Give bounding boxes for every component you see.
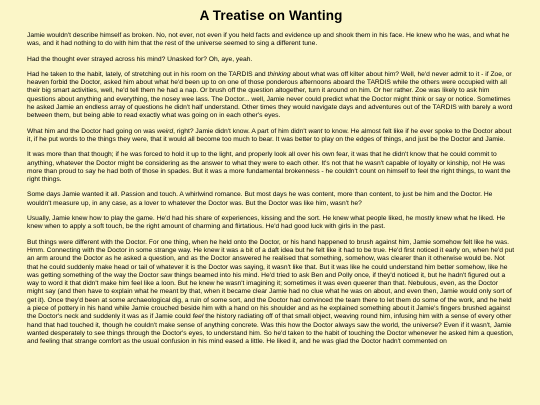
text-run: the history radiating off of that small object, weaving round him, infusing him with a sense of every other hand that had touched it, though he couldn't make sense of anything concrete. Was this how the Doctor always saw the world, the universe? Even if it wasn't, Jamie wanted desperately to see things through the Doctor's eyes, to understand him. So he'd taken to the habit of touching the Doctor whenever he asked him a question, and feeling that strange comfort as the usual confusion in his mind eased a little. He liked it, and he was glad the Doctor hadn't commented on xyxy=(27,313,514,346)
text-run: , right? Jamie didn't know. A part of him didn't xyxy=(173,127,309,135)
paragraph xyxy=(27,71,515,121)
paragraph xyxy=(27,191,515,208)
text-run: Jamie wouldn't describe himself as broken. No, not ever, not even if you held facts and evidence up and shook them in his face. He knew who he was, and what he was, and it had nothing to do with him that the rest of the universe seemed to sing a different tune. xyxy=(27,32,510,48)
paragraph xyxy=(27,56,515,64)
text-run: What him and the Doctor had going on was xyxy=(27,127,158,135)
text-run: But things were different with the Doctor. For one thing, when he held onto the Doctor, or his hand happened to brush against him, Jamie somehow felt like he was. Hmm. Connecting with the Doctor in some strange way. He knew it was a bit of a daft idea but he felt like it had to be true. He'd first noticed it early on, when he'd put an arm around the Doctor as he asked a question, and as the Doctor answered he realised that something, somehow, was clearer than it otherwise would be. Not that he could suddenly make head or tail of whatever it is the Doctor was saying, it wasn't like that. But it was like he could understand him better somehow, like he was getting something of the way the Doctor saw things beamed into his mind. He'd tried to ask Ben and Polly once, if they'd noticed it, but he hadn't figured out a way to word it that didn't make him feel like a loon. But he knew he wasn't imagining it; sometimes it was even queerer than that. Nebulous, even, as the Doctor might say (and then have to explain what he meant by that, when it became clear Jamie had no clue what he was on about, and even then, Jamie would only sort of get it). Once they'd been at some archaeological dig, a ruin of some sort, and the Doctor had convinced the team there to let them do some of the work, and he held a piece of pottery in his hand while Jamie crouched beside him with a hand on his shoulder and as he explained something about it Jamie's fingers brushed against the Doctor's neck and suddenly it was as if Jamie could xyxy=(27,238,515,321)
paragraph xyxy=(27,215,515,232)
text-run: Usually, Jamie knew how to play the game. He'd had his share of experiences, kissing and the sort. He knew what people liked, he mostly knew what he liked. He knew when to apply a soft touch, be the right amount of charming and flirtatious. He'd had good luck with girls in the past. xyxy=(27,215,506,231)
text-run: It was more than that though; if he was forced to hold it up to the light, and properly look all over his own fear, it was that he didn't know that he could commit to anything, whatever the Doctor might be considering as the answer to what they were to each other. It's not that he wasn't capable of loyalty or kinship, no! He was more than proud to say he had both of those in spades. But it was a more fundamental brokenness - he couldn't count on himself to feel the right things, to want the right things. xyxy=(27,151,511,184)
emphasis-text: weird xyxy=(157,127,174,135)
paragraph xyxy=(27,151,515,184)
paragraph xyxy=(27,239,515,347)
paragraph xyxy=(27,128,515,145)
emphasis-text: feel xyxy=(192,313,204,321)
emphasis-text: thinking xyxy=(267,70,291,78)
text-run: to know. He almost felt like if he ever spoke to the Doctor about it, if he put words to the things they were, that it would all become too much to bear. It was better to play on the edges of things, and just be the Doctor and Jamie. xyxy=(27,127,512,143)
document-title: A Treatise on Wanting xyxy=(199,8,343,23)
text-run: Had he taken to the habit, lately, of stretching out in his room on the TARDIS and xyxy=(27,70,268,78)
paragraph xyxy=(27,32,515,49)
emphasis-text: want xyxy=(308,127,323,135)
text-run: about what was off kilter about him? Well, he'd never admit to it - if Zoe, or heaven forbid the Doctor, asked him about what he'd been up to on one of those ponderous afternoons aboard the TARDIS while the others were occupied with all their big smart activities, well, he'd tell them he had a nap. Or brush off the question altogether, turn it around on him. Or her rather. Zoe was likely to ask him questions about anything and everything, the nosey wee lass. The Doctor... well, Jamie never could predict what the Doctor might think or say or notice. Sometimes he asked Jamie an endless array of questions he didn't half understand. Other times they would navigate days and adventures out of the TARDIS with barely a word between them, but being able to read exactly what was going on in each other's eyes. xyxy=(27,70,513,120)
text-run: Had the thought ever strayed across his mind? Unasked for? Oh, aye, yeah. xyxy=(27,55,253,63)
document-body xyxy=(27,32,515,347)
text-run: Some days Jamie wanted it all. Passion and touch. A whirlwind romance. But most days he was content, more than content, to just be him and the Doctor. He wouldn't measure up, in any case, as a lover to whatever the Doctor was. But the Doctor was like him, wasn't he? xyxy=(27,191,493,207)
